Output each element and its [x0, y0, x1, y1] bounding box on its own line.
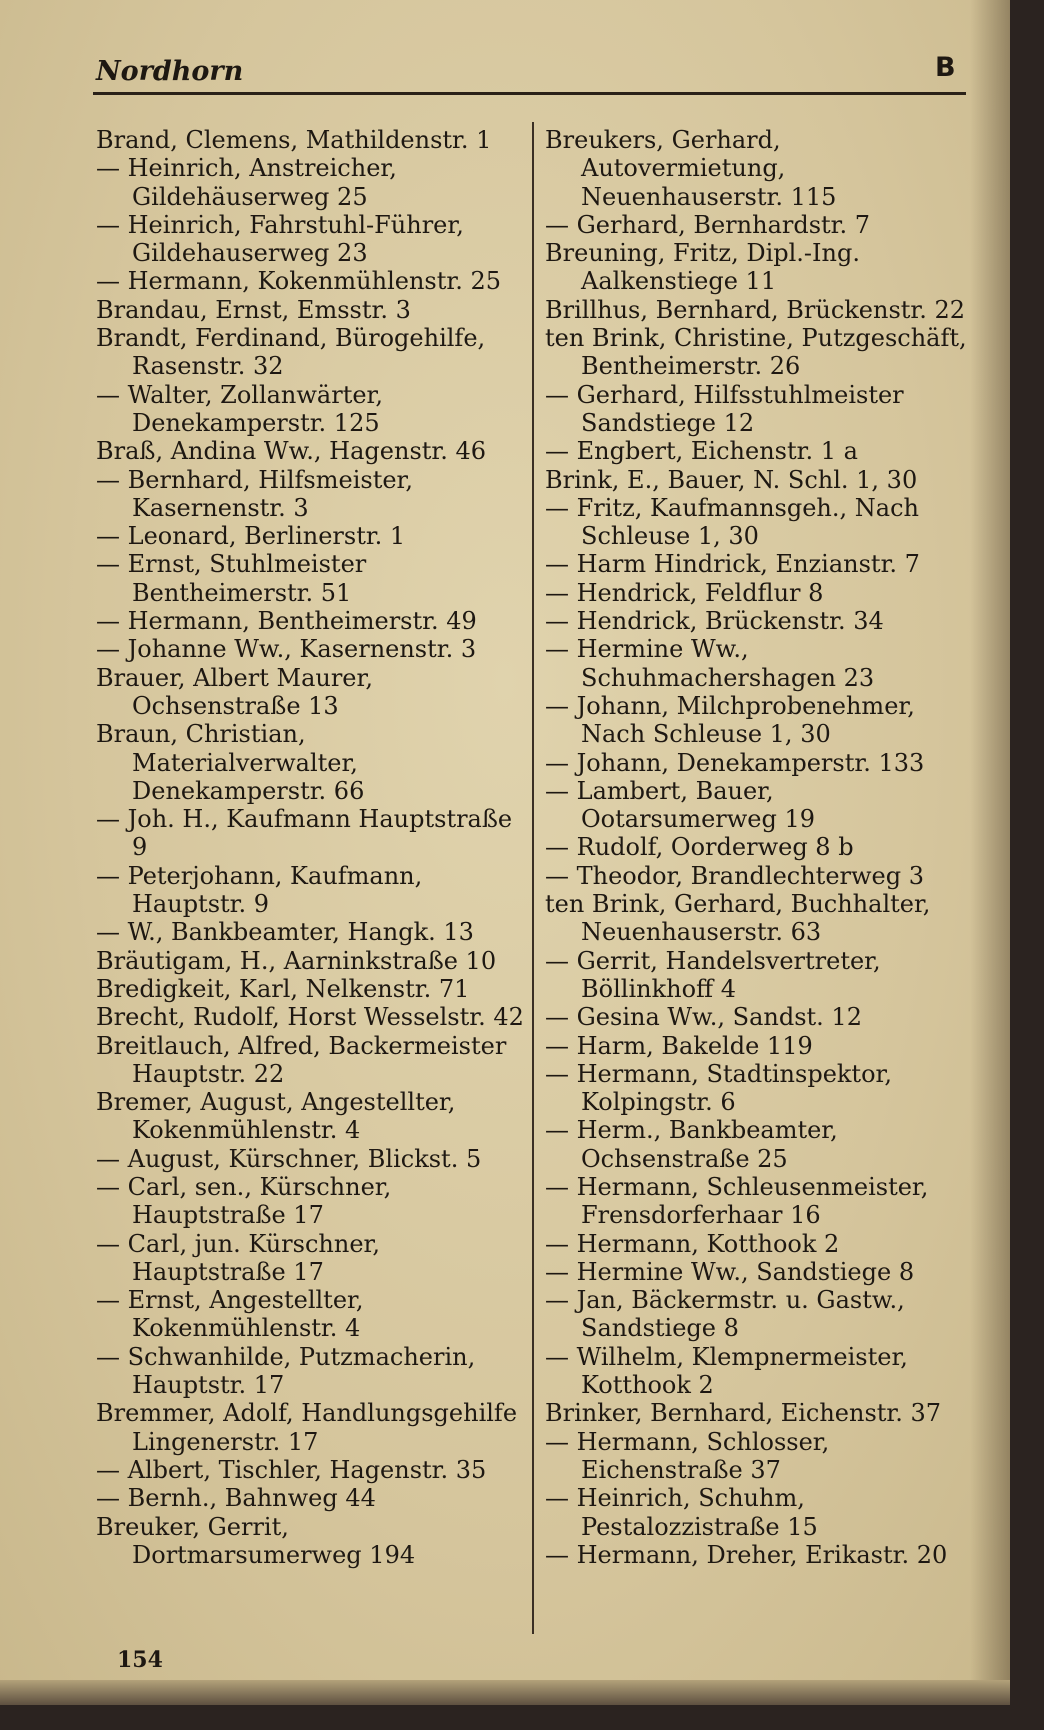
directory-entry: Bremmer, Adolf, Handlungsgehilfe Lingenerstr. 17	[96, 1399, 518, 1456]
directory-entry: — Rudolf, Oorderweg 8 b	[545, 833, 854, 862]
directory-entry: Breukers, Gerhard, Autovermietung, Neuenhauserstr. 115	[545, 126, 837, 211]
directory-entry: Bremer, August, Angestellter, Kokenmühlenstr. 4	[96, 1088, 456, 1145]
directory-entry: Braun, Christian, Materialverwalter, Denekamperstr. 66	[96, 720, 365, 805]
directory-entry: — Lambert, Bauer, Ootarsumerweg 19	[545, 776, 816, 834]
directory-entry: — Wilhelm, Klempnermeister, Kotthook 2	[545, 1342, 908, 1400]
directory-entry: ten Brink, Christine, Putzgeschäft, Bentheimerstr. 26	[545, 324, 967, 381]
directory-entry: — Theodor, Brandlechterweg 3	[545, 861, 924, 890]
directory-entry: — Jan, Bäckermstr. u. Gastw., Sandstiege 8	[545, 1286, 905, 1343]
directory-entry: Braß, Andina Ww., Hagenstr. 46	[96, 437, 487, 466]
right-column	[545, 126, 975, 1569]
running-header-letter: B	[935, 52, 956, 83]
directory-entry: — W., Bankbeamter, Hangk. 13	[96, 918, 474, 947]
directory-entry: — Johann, Milchprobenehmer, Nach Schleuse 1, 30	[545, 691, 915, 749]
directory-entry: — Heinrich, Fahrstuhl-Führer, Gildehauserweg 23	[96, 210, 464, 268]
directory-entry: — Hermine Ww., Schuhmachershagen 23	[545, 635, 875, 692]
page-bottom-edge	[0, 1680, 1010, 1705]
directory-entry: — Herm., Bankbeamter, Ochsenstraße 25	[545, 1116, 838, 1173]
directory-entry: — Hermann, Kotthook 2	[545, 1229, 840, 1258]
directory-entry: — Gesina Ww., Sandst. 12	[545, 1003, 862, 1032]
directory-entry: — Schwanhilde, Putzmacherin, Hauptstr. 17	[96, 1342, 476, 1400]
directory-entry: — August, Kürschner, Blickst. 5	[96, 1144, 482, 1173]
directory-entry: — Fritz, Kaufmannsgeh., Nach Schleuse 1, 30	[545, 493, 919, 551]
directory-entry: Brecht, Rudolf, Horst Wesselstr. 42	[96, 1003, 524, 1032]
directory-entry: Brand, Clemens, Mathildenstr. 1	[96, 126, 492, 154]
running-header-town: Nordhorn	[96, 56, 244, 87]
directory-entry: — Carl, sen., Kürschner, Hauptstraße 17	[96, 1172, 392, 1230]
directory-entry: Brinker, Bernhard, Eichenstr. 37	[545, 1399, 942, 1428]
directory-entry: — Ernst, Angestellter, Kokenmühlenstr. 4	[96, 1286, 364, 1343]
directory-entry: — Leonard, Berlinerstr. 1	[96, 522, 406, 551]
directory-entry: — Hendrick, Feldflur 8	[545, 578, 824, 607]
directory-entry: — Hendrick, Brückenstr. 34	[545, 607, 884, 636]
directory-entry: — Johanne Ww., Kasernenstr. 3	[96, 635, 477, 664]
directory-entry: ten Brink, Gerhard, Buchhalter, Neuenhauserstr. 63	[545, 890, 931, 947]
page-edge-shadow	[970, 0, 1010, 1705]
directory-entry: Breuning, Fritz, Dipl.-Ing. Aalkenstiege 11	[545, 239, 860, 296]
directory-entry: Breitlauch, Alfred, Backermeister Hauptstr. 22	[96, 1031, 507, 1088]
directory-entry: Brandt, Ferdinand, Bürogehilfe, Rasenstr. 32	[96, 324, 486, 381]
directory-entry: — Harm, Bakelde 119	[545, 1031, 813, 1060]
directory-entry: — Bernh., Bahnweg 44	[96, 1484, 376, 1513]
directory-entry: — Harm Hindrick, Enzianstr. 7	[545, 550, 920, 579]
directory-entry: — Hermine Ww., Sandstiege 8	[545, 1257, 915, 1286]
directory-entry: — Gerhard, Bernhardstr. 7	[545, 210, 871, 239]
directory-entry: — Peterjohann, Kaufmann, Hauptstr. 9	[96, 861, 423, 919]
directory-entry: — Albert, Tischler, Hagenstr. 35	[96, 1455, 487, 1484]
directory-entry: — Gerhard, Hilfsstuhlmeister Sandstiege 12	[545, 380, 904, 437]
directory-entry: — Joh. H., Kaufmann Hauptstraße 9	[96, 805, 513, 862]
left-column	[96, 126, 526, 1569]
directory-entry: — Johann, Denekamperstr. 133	[545, 748, 925, 777]
directory-entry: Breuker, Gerrit, Dortmarsumerweg 194	[96, 1512, 416, 1569]
directory-entry: Bräutigam, H., Aarninkstraße 10	[96, 946, 497, 975]
directory-entry: — Gerrit, Handelsvertreter, Böllinkhoff 4	[545, 946, 881, 1003]
directory-entry: — Bernhard, Hilfsmeister, Kasernenstr. 3	[96, 465, 414, 522]
directory-entry: Brauer, Albert Maurer, Ochsenstraße 13	[96, 663, 373, 720]
directory-entry: — Engbert, Eichenstr. 1 a	[545, 437, 858, 466]
directory-entry: — Ernst, Stuhlmeister Bentheimerstr. 51	[96, 550, 367, 607]
page-number: 154	[117, 1647, 163, 1673]
directory-entry: — Hermann, Dreher, Erikastr. 20	[545, 1540, 948, 1569]
directory-entry: — Hermann, Kokenmühlenstr. 25	[96, 267, 502, 296]
directory-entry: — Heinrich, Anstreicher, Gildehäuserweg 25	[96, 154, 397, 211]
directory-entry: Brandau, Ernst, Emsstr. 3	[96, 295, 411, 324]
directory-entry: — Hermann, Stadtinspektor, Kolpingstr. 6	[545, 1059, 892, 1117]
directory-entry: — Carl, jun. Kürschner, Hauptstraße 17	[96, 1229, 380, 1286]
directory-entry: — Hermann, Schleusenmeister, Frensdorferhaar 16	[545, 1172, 929, 1230]
directory-entry: Brillhus, Bernhard, Brückenstr. 22	[545, 295, 966, 324]
column-divider	[532, 122, 534, 1634]
directory-entry: — Hermann, Schlosser, Eichenstraße 37	[545, 1427, 830, 1484]
directory-entry: — Walter, Zollanwärter, Denekamperstr. 125	[96, 380, 384, 437]
directory-entry: Bredigkeit, Karl, Nelkenstr. 71	[96, 974, 470, 1003]
directory-entry: — Hermann, Bentheimerstr. 49	[96, 607, 477, 636]
header-rule	[93, 92, 966, 95]
directory-entry: — Heinrich, Schuhm, Pestalozzistraße 15	[545, 1484, 818, 1541]
directory-entry: Brink, E., Bauer, N. Schl. 1, 30	[545, 465, 918, 494]
